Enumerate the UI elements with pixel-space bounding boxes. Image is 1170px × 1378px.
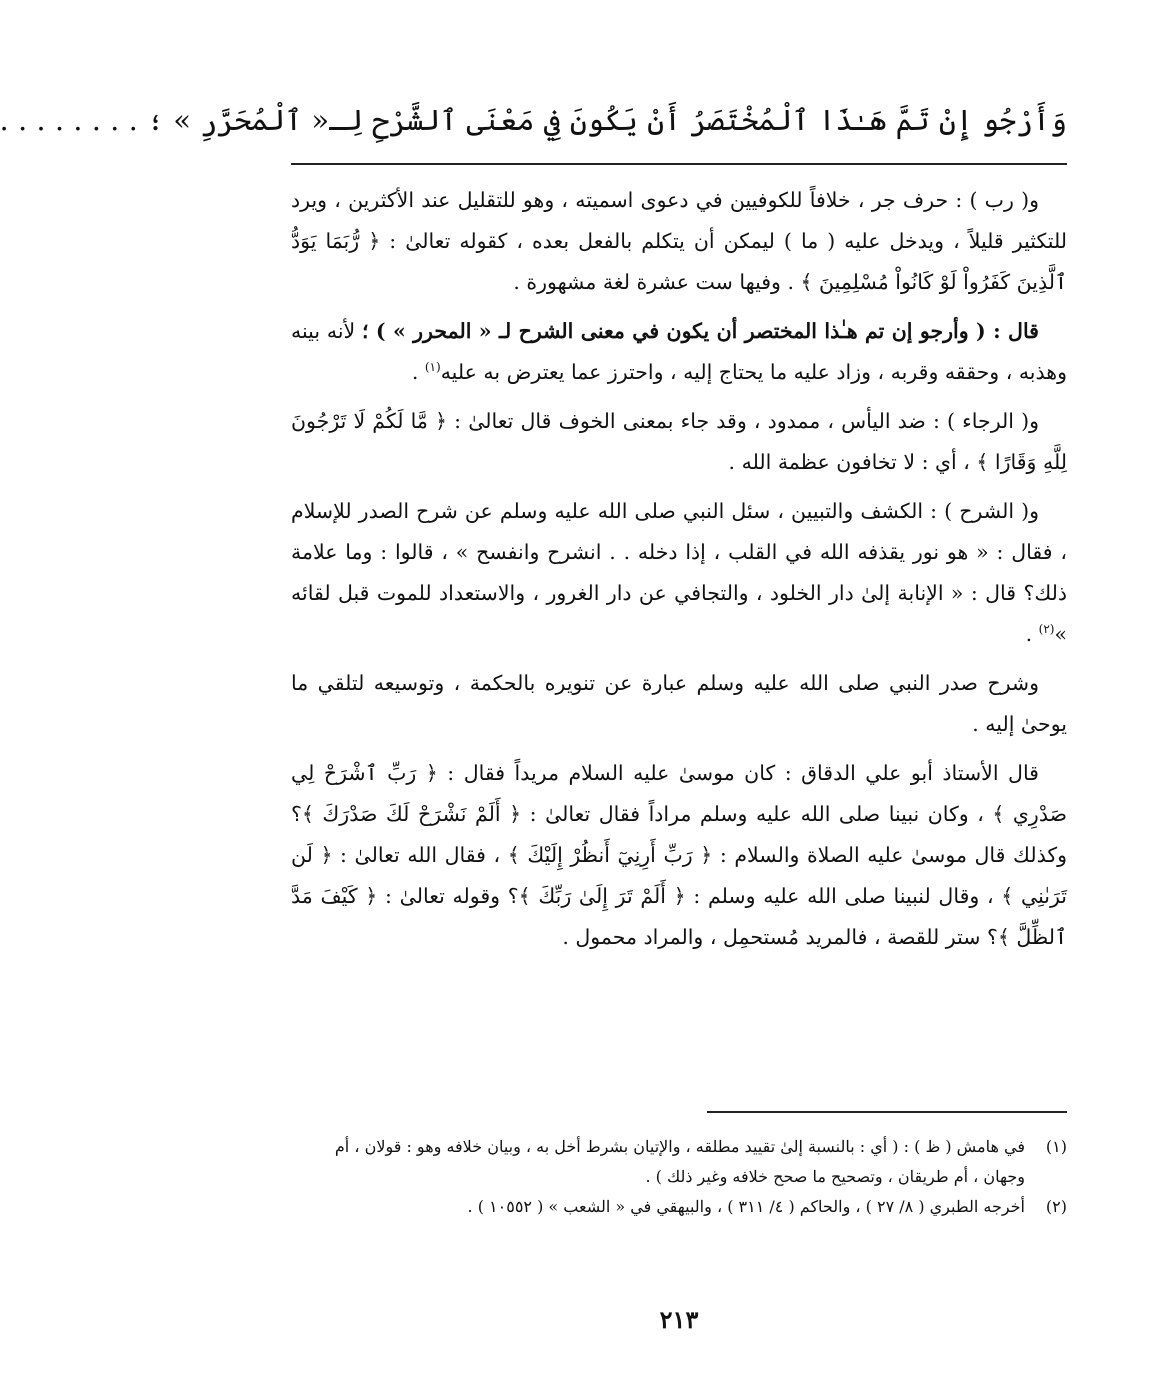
paragraph-text: قال الأستاذ أبو علي الدقاق : كان موسىٰ عليه السلام مريداً فقال : ﴿ رَبِّ ٱشْرَحْ لِي صَدْرِي ﴾ ، وكان نبينا صلى الله عليه وسلم مراداً فقال تعالىٰ : ﴿ أَلَمْ نَشْرَحْ لَكَ صَدْرَكَ ﴾؟ وكذلك قال موسىٰ عليه الصلاة والسلام : ﴿ رَبِّ أَرِنِيٓ أَنظُرْ إِلَيْكَ ﴾ ، فقال الله تعالىٰ : ﴿ لَن تَرَىٰنِي ﴾ ، وقال لنبينا صلى الله عليه وسلم : ﴿ أَلَمْ تَرَ إِلَىٰ رَبِّكَ ﴾؟ وقوله تعالىٰ : ﴿ كَيْفَ مَدَّ ٱلظِّلَّ ﴾؟ ستر للقصة ، فالمريد مُستحمِل ، والمراد محمول . (291, 761, 1067, 949)
footnote-ref-1[interactable]: (١) (424, 360, 441, 375)
footnote-text: أخرجه الطبري ( ٨/ ٢٧ ) ، والحاكم ( ٤/ ٣١١ ) ، والبيهقي في « الشعب » ( ١٠٥٥٢ ) . (467, 1197, 1025, 1216)
footnote-2 (291, 1192, 1067, 1222)
paragraph-sharh (291, 491, 1067, 655)
paragraph-text: و( الشرح ) : الكشف والتبيين ، سئل النبي صلى الله عليه وسلم عن شرح الصدر للإسلام ، فقال : « هو نور يقذفه الله في القلب ، إذا دخله . . انشرح وانفسح » ، قالوا : وما علامة ذلك؟ قال : « الإنابة إلىٰ دار الخلود ، والتجافي عن دار الغرور ، والاستعداد للموت قبل لقائه » (291, 499, 1067, 646)
footnote-text: في هامش ( ظ ) : ( أي : بالنسبة إلىٰ تقييد مطلقه ، والإتيان بشرط أخل به ، وبيان خلافه وهو : قولان ، أم وجهان ، أم طريقان ، وتصحيح ما صحح خلافه وغير ذلك ) . (334, 1137, 1025, 1186)
matn-separator-rule (291, 163, 1067, 165)
paragraph-tail: . (1025, 622, 1039, 646)
paragraph-sharh-sadr (291, 663, 1067, 745)
paragraph-text: و( الرجاء ) : ضد اليأس ، ممدود ، وقد جاء بمعنى الخوف قال تعالىٰ : ﴿ مَّا لَكُمْ لَا تَرْجُونَ لِلَّهِ وَقَارًا ﴾ ، أي : لا تخافون عظمة الله . (291, 409, 1067, 474)
footnotes-section (291, 1132, 1067, 1222)
paragraph-text: لأنه بينه وهذبه ، وحققه وقربه ، وزاد عليه ما يحتاج إليه ، واحترز عما يعترض به عليه (291, 319, 1067, 384)
commentary-body (291, 180, 1067, 966)
matn-text-line: وَأَرْجُو إِنْ تَمَّ هَـٰذَا ٱلْمُخْتَصَرُ أَنْ يَكُونَ فِي مَعْنَى ٱلشَّرْحِ لِـ« ٱلْمُحَرَّرِ » ؛ . . . . . . . . (0, 103, 1067, 137)
footnote-separator-rule (707, 1111, 1067, 1113)
paragraph-tail: . (411, 360, 425, 384)
footnote-number: (١) (1045, 1137, 1067, 1156)
page-number: ٢١٣ (659, 1305, 699, 1334)
paragraph-daqqaq (291, 753, 1067, 958)
footnote-ref-2[interactable]: (٢) (1038, 622, 1055, 637)
footnote-number: (٢) (1045, 1197, 1067, 1216)
paragraph-rubb (291, 180, 1067, 303)
footnote-1 (291, 1132, 1067, 1192)
paragraph-text: و( رب ) : حرف جر ، خلافاً للكوفيين في دعوى اسميته ، وهو للتقليل عند الأكثرين ، ويرد للتكثير قليلاً ، ويدخل عليه ( ما ) ليمكن أن يتكلم بالفعل بعده ، كقوله تعالىٰ : ﴿ رُّبَمَا يَوَدُّ ٱلَّذِينَ كَفَرُواْ لَوْ كَانُواْ مُسْلِمِينَ ﴾ . وفيها ست عشرة لغة مشهورة . (291, 188, 1067, 294)
paragraph-raja (291, 401, 1067, 483)
paragraph-text: وشرح صدر النبي صلى الله عليه وسلم عبارة عن تنويره بالحكمة ، وتوسيعه لتلقي ما يوحىٰ إليه . (291, 671, 1067, 736)
paragraph-lead-quote: قال : ( وأرجو إن تم هـٰذا المختصر أن يكون في معنى الشرح لـ « المحرر » ) ؛ (361, 319, 1039, 343)
paragraph-qal (291, 311, 1067, 393)
